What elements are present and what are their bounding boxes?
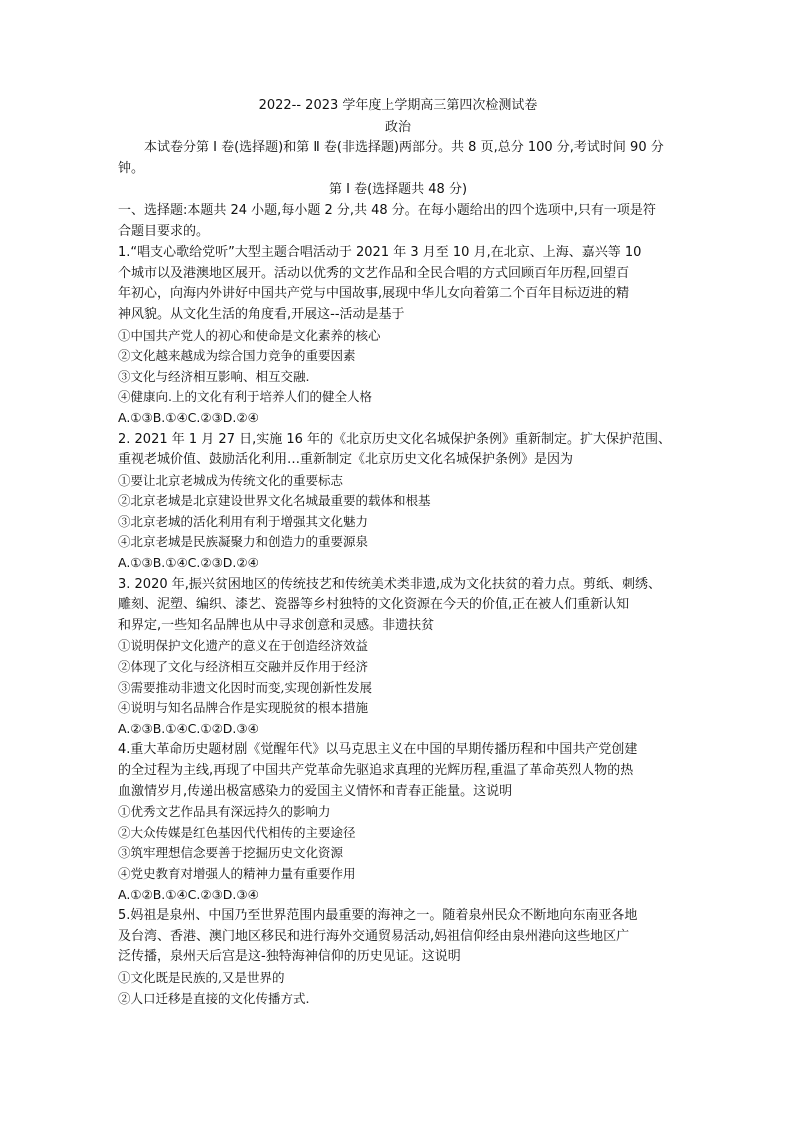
question-3: [118, 575, 678, 740]
question-option: ②北京老城是北京建设世界文化名城最重要的载体和根基: [118, 493, 431, 509]
question-option: ③筑牢理想信念要善于挖掘历史文化资源: [118, 845, 344, 861]
question-stem-line: 5.妈祖是泉州、中国乃至世界范围内最重要的海神之一。随着泉州民众不断地向东南亚各地: [118, 908, 638, 924]
question-stem-line: 的全过程为主线,再现了中国共产党革命先驱追求真理的光辉历程,重温了革命英烈人物的热: [118, 763, 634, 778]
question-stem-line: 个城市以及港澳地区展开。活动以优秀的文艺作品和全民合唱的方式回顾百年历程,回望百: [118, 265, 630, 281]
question-option: ①文化既是民族的,又是世界的: [118, 969, 285, 985]
question-stem-line: 1.“唱支心歌给党听”大型主题合唱活动于 2021 年 3 月至 10 月,在北京、上海、嘉兴等 10: [118, 245, 642, 261]
question-option: ④说明与知名品牌合作是实现脱贫的根本措施: [118, 700, 369, 716]
exam-title: 2022-- 2023 学年度上学期高三第四次检测试卷: [258, 98, 538, 113]
question-stem-line: 神风貌。从文化生活的角度看,开展这--活动是基于: [118, 306, 405, 322]
question-option: ②文化越来越成为综合国力竞争的重要因素: [118, 348, 356, 364]
question-stem-line: 泛传播，泉州天后宫是这-独特海神信仰的历史见证。这说明: [118, 949, 461, 965]
question-stem-line: 2. 2021 年 1 月 27 日,实施 16 年的《北京历史文化名城保护条例》重新制定。扩大保护范围、: [118, 431, 672, 447]
question-option: ②人口迁移是直接的文化传播方式.: [118, 990, 310, 1006]
question-option: ②体现了文化与经济相互交融并反作用于经济: [118, 659, 369, 675]
intro-line: 本试卷分第 I 卷(选择题)和第 Ⅱ 卷(非选择题)两部分。共 8 页,总分 100 分,考试时间 90 分: [144, 140, 664, 156]
question-5: [118, 906, 678, 1009]
answer-choices: A.①②B.①④C.②③D.③④: [118, 886, 259, 902]
question-stem-line: 4.重大革命历史题材剧《觉醒年代》以马克思主义在中国的早期传播历程和中国共产党创建: [118, 742, 638, 758]
exam-content: [118, 96, 678, 1009]
section-instruction: 合题目要求的。: [118, 223, 210, 239]
part-title: 第 I 卷(选择题共 48 分): [328, 182, 468, 198]
question-option: ①优秀文艺作品具有深远持久的影响力: [118, 804, 331, 820]
question-option: ④北京老城是民族凝聚力和创造力的重要源泉: [118, 534, 369, 550]
answer-choices: A.②③B.①④C.①②D.③④: [118, 720, 259, 736]
question-stem-line: 3. 2020 年,振兴贫困地区的传统技艺和传统美术类非遗,成为文化扶贫的着力点。剪纸、刺绣、: [118, 576, 662, 592]
question-option: ①说明保护文化遗产的意义在于创造经济效益: [118, 638, 369, 654]
question-stem-line: 及台湾、香港、澳门地区移民和进行海外交通贸易活动,妈祖信仰经由泉州港向这些地区广: [118, 928, 630, 944]
question-option: ③需要推动非遗文化因时而变,实现创新性发展: [118, 679, 372, 695]
question-4: [118, 740, 678, 905]
question-option: ①要让北京老城成为传统文化的重要标志: [118, 472, 344, 488]
question-option: ③文化与经济相互影响、相互交融.: [118, 368, 310, 384]
question-option: ③北京老城的活化利用有利于增强其文化魅力: [118, 513, 369, 529]
question-stem-line: 重视老城价值、鼓励活化利用…重新制定《北京历史文化名城保护条例》是因为: [118, 452, 574, 468]
question-stem-line: 和界定,一些知名品牌也从中寻求创意和灵感。非遗扶贫: [118, 617, 435, 633]
section-instruction: 一、选择题:本题共 24 小题,每小题 2 分,共 48 分。在每小题给出的四个选项中,只有一项是符: [118, 202, 656, 218]
subject-title: 政治: [384, 119, 411, 135]
question-option: ②大众传媒是红色基因代代相传的主要途径: [118, 824, 356, 840]
question-stem-line: 年初心，向海内外讲好中国共产党与中国故事,展现中华儿女向着第二个百年目标迈进的精: [118, 286, 630, 302]
question-option: ④党史教育对增强人的精神力量有重要作用: [118, 865, 356, 881]
question-option: ④健康向.上的文化有利于培养人们的健全人格: [118, 389, 372, 405]
question-option: ①中国共产党人的初心和使命是文化素养的核心: [118, 327, 381, 343]
intro-line: 钟。: [118, 160, 145, 176]
question-2: [118, 430, 678, 574]
answer-choices: A.①③B.①④C.②③D.②④: [118, 409, 259, 425]
question-stem-line: 雕刻、泥塑、编织、漆艺、瓷器等乡村独特的文化资源在今天的价值,正在被人们重新认知: [118, 597, 630, 613]
question-stem-line: 血激情岁月,传递出极富感染力的爱国主义情怀和青春正能量。这说明: [118, 783, 513, 799]
answer-choices: A.①③B.①④C.②③D.②④: [118, 555, 259, 571]
question-1: [118, 243, 678, 428]
